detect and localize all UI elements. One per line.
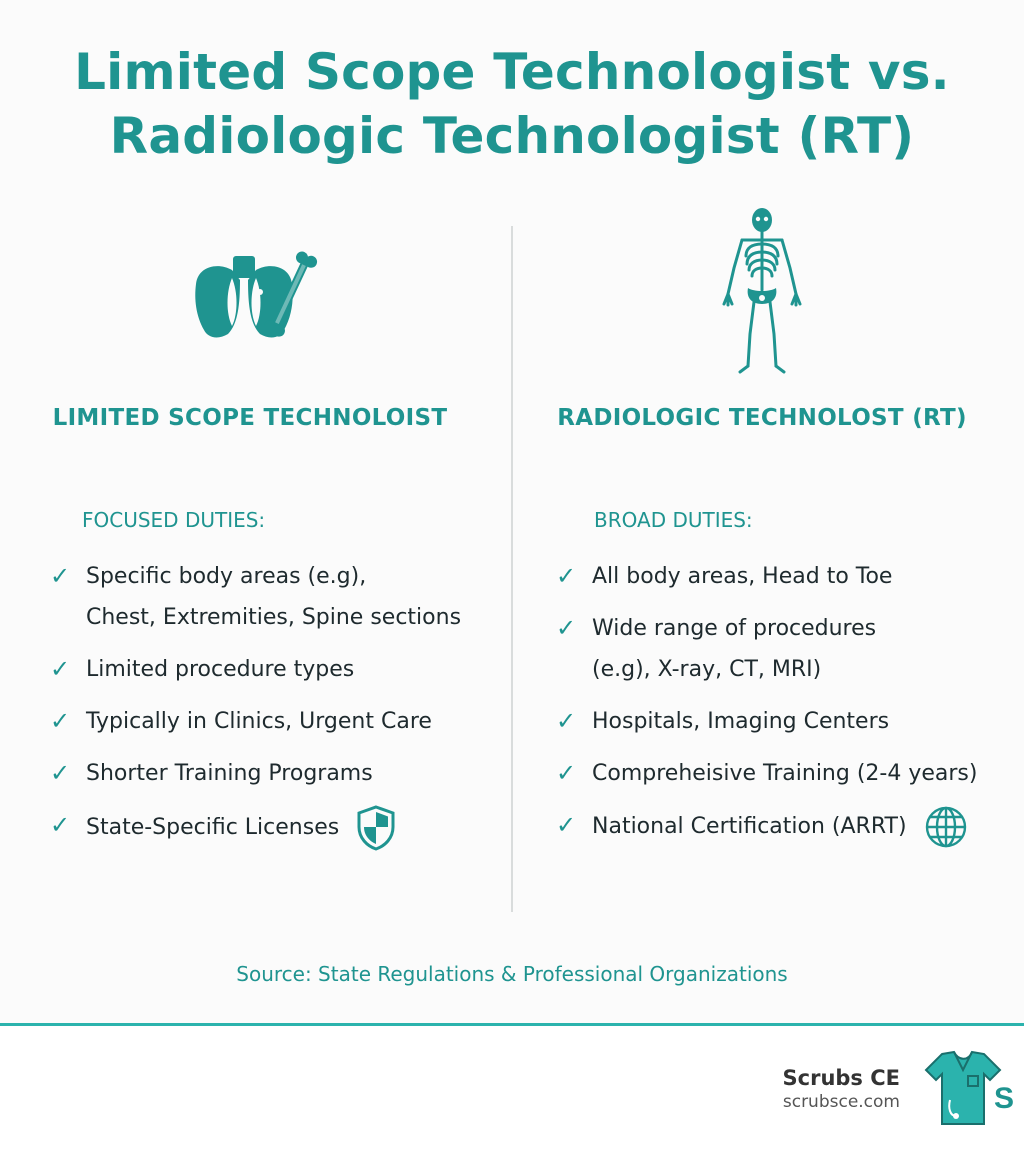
focused-duties-list — [50, 556, 490, 862]
brand-url[interactable]: scrubsce.com — [782, 1092, 900, 1112]
limited-scope-heading: LIMITED SCOPE TECHNOLOIST — [52, 405, 448, 431]
skeleton-icon — [716, 206, 808, 378]
brand-name: Scrubs CE — [782, 1066, 900, 1090]
check-icon: ✓ — [556, 759, 577, 787]
lungs-bone-icon — [188, 244, 334, 342]
list-item — [556, 701, 1016, 742]
list-item — [50, 649, 490, 690]
title-line-2: Radiologic Technologist (RT) — [109, 107, 915, 165]
list-item — [556, 608, 1016, 690]
shield-icon — [356, 805, 396, 851]
list-item — [50, 556, 490, 638]
check-icon: ✓ — [556, 614, 577, 642]
list-item — [556, 753, 1016, 794]
list-item-text-cont: Chest, Extremities, Spine sections — [86, 605, 462, 630]
list-item-text: Wide range of procedures — [592, 616, 877, 641]
list-item — [556, 556, 1016, 597]
scrubs-shirt-icon — [920, 1050, 1020, 1126]
check-icon: ✓ — [50, 707, 71, 735]
list-item — [50, 753, 490, 794]
rt-heading: RADIOLOGIC TECHNOLOST (RT) — [557, 405, 967, 431]
check-icon: ✓ — [556, 707, 577, 735]
list-item-text: All body areas, Head to Toe — [592, 564, 893, 589]
page-title — [0, 40, 1024, 168]
source-note: Source: State Regulations & Professional Organizations — [236, 962, 788, 986]
list-item-text: Hospitals, Imaging Centers — [592, 709, 890, 734]
list-item-text-cont: (e.g), X-ray, CT, MRI) — [592, 657, 822, 682]
list-item — [50, 805, 490, 851]
list-item-text: Typically in Clinics, Urgent Care — [86, 709, 432, 734]
check-icon: ✓ — [50, 811, 71, 839]
check-icon: ✓ — [50, 655, 71, 683]
check-icon: ✓ — [556, 562, 577, 590]
globe-icon — [924, 805, 968, 849]
list-item-text: Specific body areas (e.g), — [86, 564, 367, 589]
list-item-text: Limited procedure types — [86, 657, 355, 682]
list-item-text: State-Specific Licenses — [86, 815, 340, 840]
list-item-text: Shorter Training Programs — [86, 761, 373, 786]
check-icon: ✓ — [556, 811, 577, 839]
svg-text:S: S — [994, 1082, 1015, 1115]
footer — [0, 1026, 1024, 1154]
check-icon: ✓ — [50, 562, 71, 590]
column-divider — [511, 226, 513, 912]
broad-duties-subheading: BROAD DUTIES: — [594, 508, 753, 532]
title-line-1: Limited Scope Technologist vs. — [74, 43, 950, 101]
list-item — [50, 701, 490, 742]
check-icon: ✓ — [50, 759, 71, 787]
list-item-text: National Certification (ARRT) — [592, 814, 907, 839]
focused-duties-subheading: FOCUSED DUTIES: — [82, 508, 266, 532]
list-item-text: Compreheisive Training (2-4 years) — [592, 761, 978, 786]
broad-duties-list — [556, 556, 1016, 860]
list-item — [556, 805, 1016, 849]
